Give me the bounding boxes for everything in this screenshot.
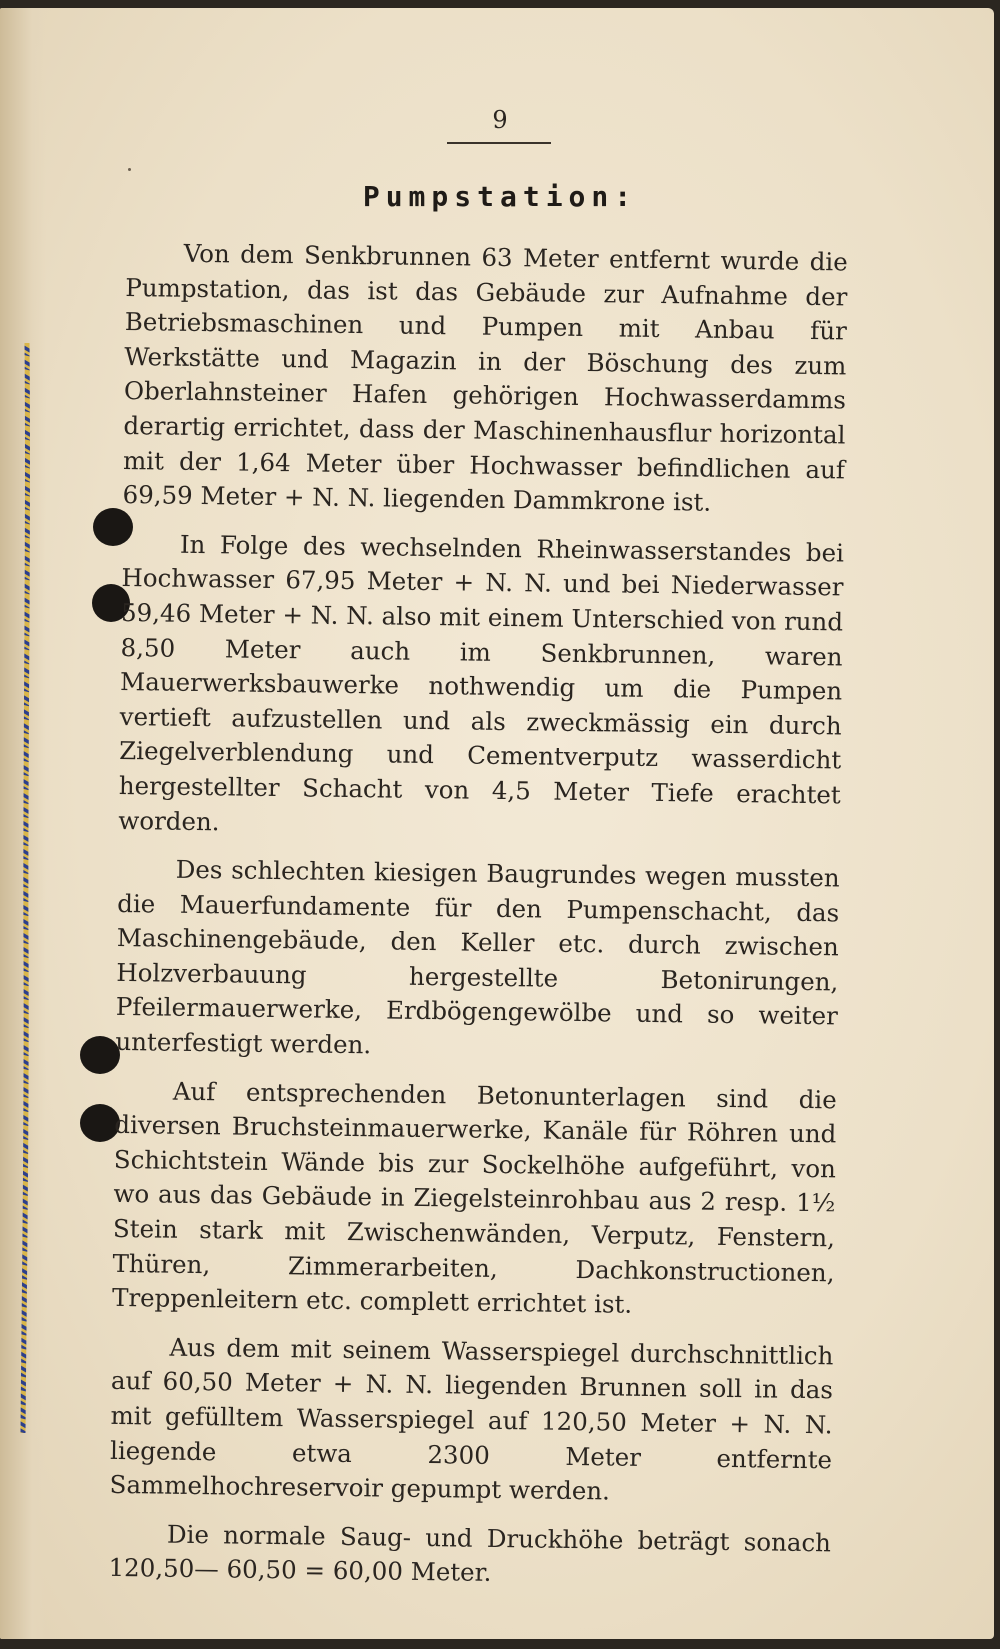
paragraph: Des schlechten kiesigen Baugrundes wegen mussten die Mauerfundamente für den Pumpenschacht, das Maschinengebäude, den Keller etc. durch zwischen Holzverbauung hergestellte Betonirungen, Pfeilermauerwerke, Erdbögengewölbe und so weiter unterfestigt werden. bbox=[115, 854, 840, 1060]
paragraph: In Folge des wechselnden Rheinwasserstandes bei Hochwasser 67,95 Meter + N. N. und bei Niederwasser 59,46 Meter + N. N. also mit einem Unterschied von rund 8,50 Meter auch im Senkbrunnen, waren Mauerwerksbauwerke nothwendig um die Pumpen vertieft aufzustellen und als zweckmässig ein durch Ziegelverblendung und Cementverputz wasserdicht hergestellter Schacht von 4,5 Meter Tiefe erachtet worden. bbox=[118, 529, 845, 836]
body-text bbox=[108, 236, 848, 1609]
document-page bbox=[0, 8, 994, 1639]
page-number: 9 bbox=[492, 106, 508, 134]
paragraph: Aus dem mit seinem Wasserspiegel durchschnittlich auf 60,50 Meter + N. N. liegenden Brunnen soll in das mit gefülltem Wasserspiegel auf 120,50 Meter + N. N. liegende etwa 2300 Meter entfernte Sammelhochreservoir gepumpt werden. bbox=[109, 1332, 834, 1506]
punch-hole bbox=[80, 1036, 120, 1074]
page-number-rule bbox=[447, 142, 551, 144]
paragraph: Von dem Senkbrunnen 63 Meter entfernt wurde die Pumpstation, das ist das Gebäude zur Aufnahme der Betriebsmaschinen und Pumpen mit Anbau für Werkstätte und Magazin in der Böschung des zum Oberlahnsteiner Hafen gehörigen Hochwasserdamms derartig errichtet, dass der Maschinenhausflur horizontal mit der 1,64 Meter über Hochwasser befindlichen auf 69,59 Meter + N. N. liegenden Dammkrone ist. bbox=[122, 238, 848, 517]
binding-thread bbox=[20, 343, 32, 1433]
paragraph: Die normale Saug- und Druckhöhe beträgt sonach 120,50— 60,50 = 60,00 Meter. bbox=[108, 1519, 832, 1588]
paper-speck bbox=[128, 168, 131, 171]
section-heading: Pumpstation: bbox=[362, 180, 638, 213]
paragraph: Auf entsprechenden Betonunterlagen sind die diversen Bruchsteinmauerwerke, Kanäle für Röhren und Schichtstein Wände bis zur Sockelhöhe aufgeführt, von wo aus das Gebäude in Ziegelsteinrohbau aus 2 resp. 1½ Stein stark mit Zwischenwänden, Verputz, Fenstern, Thüren, Zimmerarbeiten, Dachkonstructionen, Treppenleitern etc. complett errichtet ist. bbox=[111, 1076, 837, 1319]
